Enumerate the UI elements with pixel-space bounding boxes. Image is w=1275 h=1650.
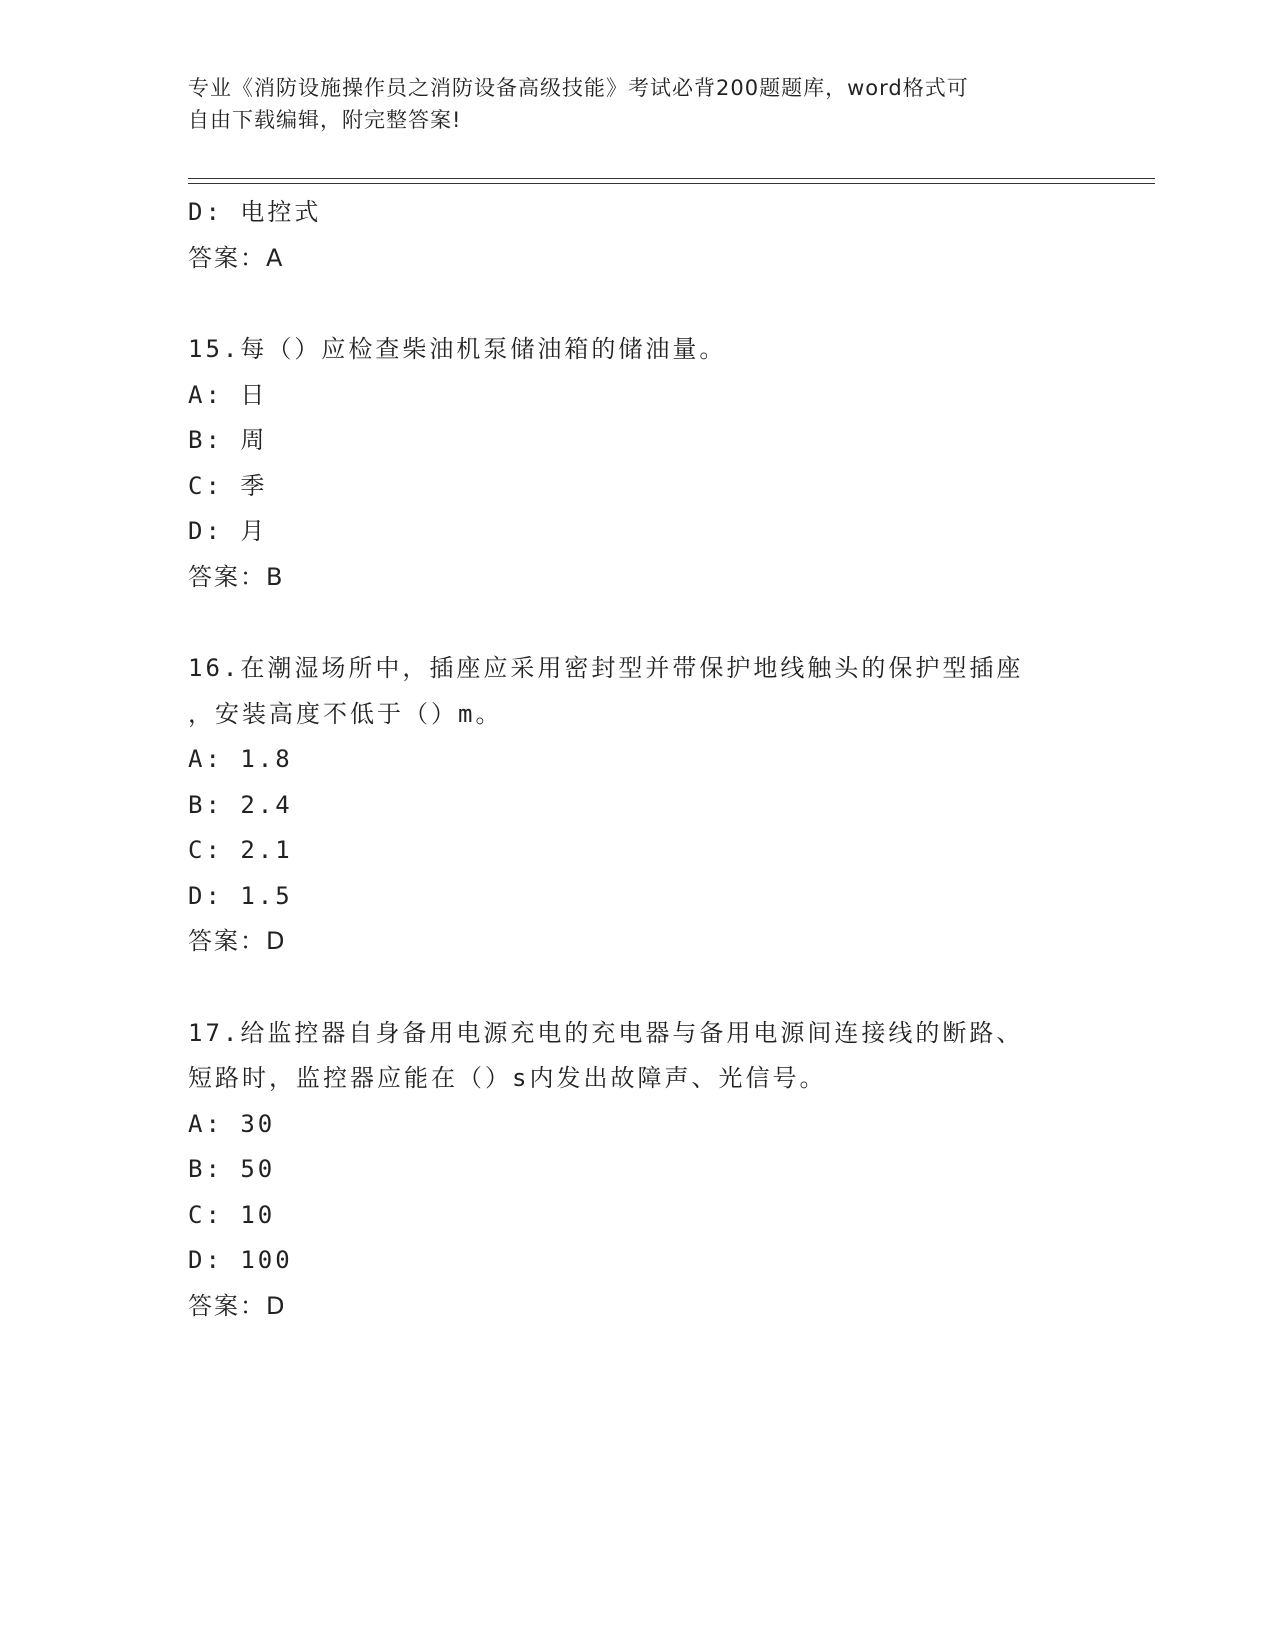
option-d: D: 1.5 <box>188 881 293 910</box>
answer: 答案：B <box>188 562 285 591</box>
option-c: C: 季 <box>188 471 268 500</box>
option-c: C: 2.1 <box>188 836 293 864</box>
option-a: A: 1.8 <box>188 745 293 773</box>
header-divider-top <box>188 178 1155 179</box>
question-15 <box>188 327 1148 600</box>
question-stem-line-1: 16.在潮湿场所中，插座应采用密封型并带保护地线触头的保护型插座 <box>188 654 1024 682</box>
answer: 答案：D <box>188 927 287 955</box>
option-b: B: 2.4 <box>188 790 293 819</box>
question-list <box>188 190 1148 1329</box>
question-17 <box>188 1011 1148 1330</box>
header-title-line-1: 专业《消防设施操作员之消防设备高级技能》考试必背200题题库，word格式可 <box>188 76 969 100</box>
document-header <box>188 72 1088 136</box>
option-d: D: 月 <box>188 517 268 545</box>
spacer <box>188 600 1148 646</box>
header-divider-bottom <box>188 183 1155 184</box>
option-b: B: 周 <box>188 426 268 454</box>
question-stem-line-2: ，安装高度不低于（）m。 <box>188 699 503 728</box>
option-a: A: 30 <box>188 1109 276 1138</box>
answer: 答案：A <box>188 243 285 272</box>
spacer <box>188 281 1148 327</box>
spacer <box>188 965 1148 1011</box>
header-title-line-2: 自由下载编辑，附完整答案! <box>188 108 462 132</box>
question-stem-line-2: 短路时，监控器应能在（）s内发出故障声、光信号。 <box>188 1064 827 1092</box>
option-c: C: 10 <box>188 1200 276 1229</box>
option-b: B: 50 <box>188 1155 276 1183</box>
answer: 答案：D <box>188 1291 287 1320</box>
option-a: A: 日 <box>188 380 268 409</box>
question-stem: 15.每（）应检查柴油机泵储油箱的储油量。 <box>188 335 727 363</box>
option-d: D: 电控式 <box>188 198 322 226</box>
option-d: D: 100 <box>188 1246 293 1274</box>
question-16 <box>188 646 1148 965</box>
question-14-fragment <box>188 190 1148 281</box>
question-stem-line-1: 17.给监控器自身备用电源充电的充电器与备用电源间连接线的断路、 <box>188 1018 1024 1047</box>
